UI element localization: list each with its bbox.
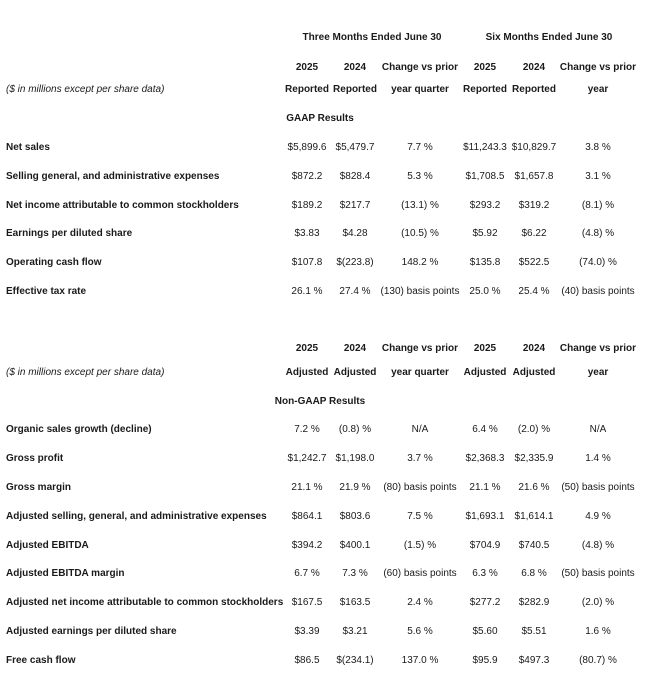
cell-value: $3.21 [342,626,368,637]
cell-value: 7.5 % [407,511,433,522]
cell-value: $1,693.1 [465,511,505,522]
cell-value: N/A [411,424,429,435]
cell-value: 137.0 % [401,655,439,666]
col-header-kind: Reported [463,84,507,95]
section-title-gaap: GAAP Results [286,113,354,124]
col-header-kind: Adjusted [512,367,556,378]
row-label: Net sales [6,142,50,153]
cell-value: 21.6 % [518,482,550,493]
cell-value: $400.1 [339,540,371,551]
cell-value: $107.8 [291,257,323,268]
cell-value: $135.8 [469,257,501,268]
cell-value: $803.6 [339,511,371,522]
cell-value: (4.8) % [581,228,615,239]
cell-value: (50) basis points [561,568,635,579]
cell-value: 26.1 % [291,286,323,297]
cell-value: 7.3 % [342,568,368,579]
section-title-non-gaap: Non-GAAP Results [274,396,366,407]
row-label: Adjusted selling, general, and administrative expenses [6,511,267,522]
cell-value: 2.4 % [407,597,433,608]
cell-value: 5.6 % [407,626,433,637]
row-label: Adjusted EBITDA margin [6,568,125,579]
row-label: Adjusted EBITDA [6,540,89,551]
cell-value: $6.22 [521,228,547,239]
cell-value: 3.1 % [585,171,611,182]
cell-value: $3.39 [294,626,320,637]
cell-value: $293.2 [469,200,501,211]
cell-value: $497.3 [518,655,550,666]
cell-value: $2,335.9 [514,453,554,464]
cell-value: $2,368.3 [465,453,505,464]
cell-value: 6.7 % [294,568,320,579]
col-header-kind: Reported [333,84,377,95]
cell-value: 21.1 % [291,482,323,493]
cell-value: $864.1 [291,511,323,522]
cell-value: $5,899.6 [287,142,327,153]
cell-value: $319.2 [518,200,550,211]
col-header-kind: Adjusted [463,367,507,378]
cell-value: $277.2 [469,597,501,608]
col-header-year: 2025 [473,343,497,354]
cell-value: 21.1 % [469,482,501,493]
cell-value: $189.2 [291,200,323,211]
cell-value: $95.9 [472,655,498,666]
cell-value: 25.0 % [469,286,501,297]
cell-value: 25.4 % [518,286,550,297]
cell-value: (1.5) % [403,540,437,551]
col-header-year: 2024 [522,62,546,73]
col-header-kind: Reported [512,84,556,95]
cell-value: (8.1) % [581,200,615,211]
cell-value: 148.2 % [401,257,439,268]
row-label: Earnings per diluted share [6,228,133,239]
cell-value: (50) basis points [561,482,635,493]
row-label: Adjusted earnings per diluted share [6,626,177,637]
col-header-year: 2025 [295,62,319,73]
cell-value: $5,479.7 [335,142,375,153]
cell-value: 3.8 % [585,142,611,153]
col-header-kind: Adjusted [285,367,329,378]
col-header-year: 2024 [343,62,367,73]
units-note: ($ in millions except per share data) [6,84,165,95]
cell-value: $1,657.8 [514,171,554,182]
cell-value: $217.7 [339,200,371,211]
col-header-kind: Reported [285,84,329,95]
cell-value: 7.2 % [294,424,320,435]
period-header-three-months: Three Months Ended June 30 [302,32,442,43]
cell-value: 21.9 % [339,482,371,493]
cell-value: $872.2 [291,171,323,182]
period-header-six-months: Six Months Ended June 30 [485,32,613,43]
cell-value: $1,708.5 [465,171,505,182]
cell-value: $3.83 [294,228,320,239]
cell-value: $5.51 [521,626,547,637]
cell-value: (2.0) % [517,424,551,435]
row-label: Gross margin [6,482,72,493]
cell-value: (80) basis points [383,482,457,493]
cell-value: (40) basis points [561,286,635,297]
col-header-year: 2025 [473,62,497,73]
col-header-change: Change vs prior [559,62,637,73]
col-header-kind: year [587,367,609,378]
row-label: Organic sales growth (decline) [6,424,152,435]
cell-value: N/A [589,424,607,435]
cell-value: 3.7 % [407,453,433,464]
row-label: Selling general, and administrative expenses [6,171,220,182]
units-note: ($ in millions except per share data) [6,367,165,378]
cell-value: (60) basis points [383,568,457,579]
cell-value: (2.0) % [581,597,615,608]
cell-value: $(223.8) [336,257,374,268]
cell-value: $163.5 [339,597,371,608]
cell-value: $1,614.1 [514,511,554,522]
col-header-kind: year quarter [391,367,449,378]
cell-value: 6.4 % [472,424,498,435]
cell-value: 1.4 % [585,453,611,464]
row-label: Gross profit [6,453,64,464]
cell-value: 1.6 % [585,626,611,637]
row-label: Effective tax rate [6,286,87,297]
col-header-change: Change vs prior [381,343,459,354]
col-header-year: 2025 [295,343,319,354]
cell-value: (0.8) % [338,424,372,435]
col-header-change: Change vs prior [559,343,637,354]
cell-value: 4.9 % [585,511,611,522]
cell-value: $394.2 [291,540,323,551]
cell-value: $282.9 [518,597,550,608]
cell-value: 6.3 % [472,568,498,579]
cell-value: $11,243.3 [463,142,507,153]
row-label: Adjusted net income attributable to common stockholders [6,597,284,608]
cell-value: $828.4 [339,171,371,182]
cell-value: (74.0) % [579,257,617,268]
cell-value: $(234.1) [336,655,374,666]
col-header-change: Change vs prior [381,62,459,73]
col-header-kind: year [587,84,609,95]
cell-value: $740.5 [518,540,550,551]
col-header-year: 2024 [343,343,367,354]
cell-value: $4.28 [342,228,368,239]
cell-value: (13.1) % [401,200,439,211]
row-label: Operating cash flow [6,257,102,268]
cell-value: $5.92 [472,228,498,239]
cell-value: (80.7) % [579,655,617,666]
cell-value: $5.60 [472,626,498,637]
cell-value: $1,242.7 [287,453,327,464]
col-header-year: 2024 [522,343,546,354]
cell-value: (10.5) % [401,228,439,239]
cell-value: (4.8) % [581,540,615,551]
cell-value: $86.5 [294,655,320,666]
cell-value: 27.4 % [339,286,371,297]
cell-value: 6.8 % [521,568,547,579]
cell-value: (130) basis points [380,286,460,297]
cell-value: $167.5 [291,597,323,608]
cell-value: 7.7 % [407,142,433,153]
cell-value: 5.3 % [407,171,433,182]
row-label: Net income attributable to common stockholders [6,200,239,211]
col-header-kind: year quarter [391,84,449,95]
cell-value: $10,829.7 [511,142,557,153]
col-header-kind: Adjusted [333,367,377,378]
cell-value: $522.5 [518,257,550,268]
cell-value: $1,198.0 [335,453,375,464]
row-label: Free cash flow [6,655,76,666]
cell-value: $704.9 [469,540,501,551]
